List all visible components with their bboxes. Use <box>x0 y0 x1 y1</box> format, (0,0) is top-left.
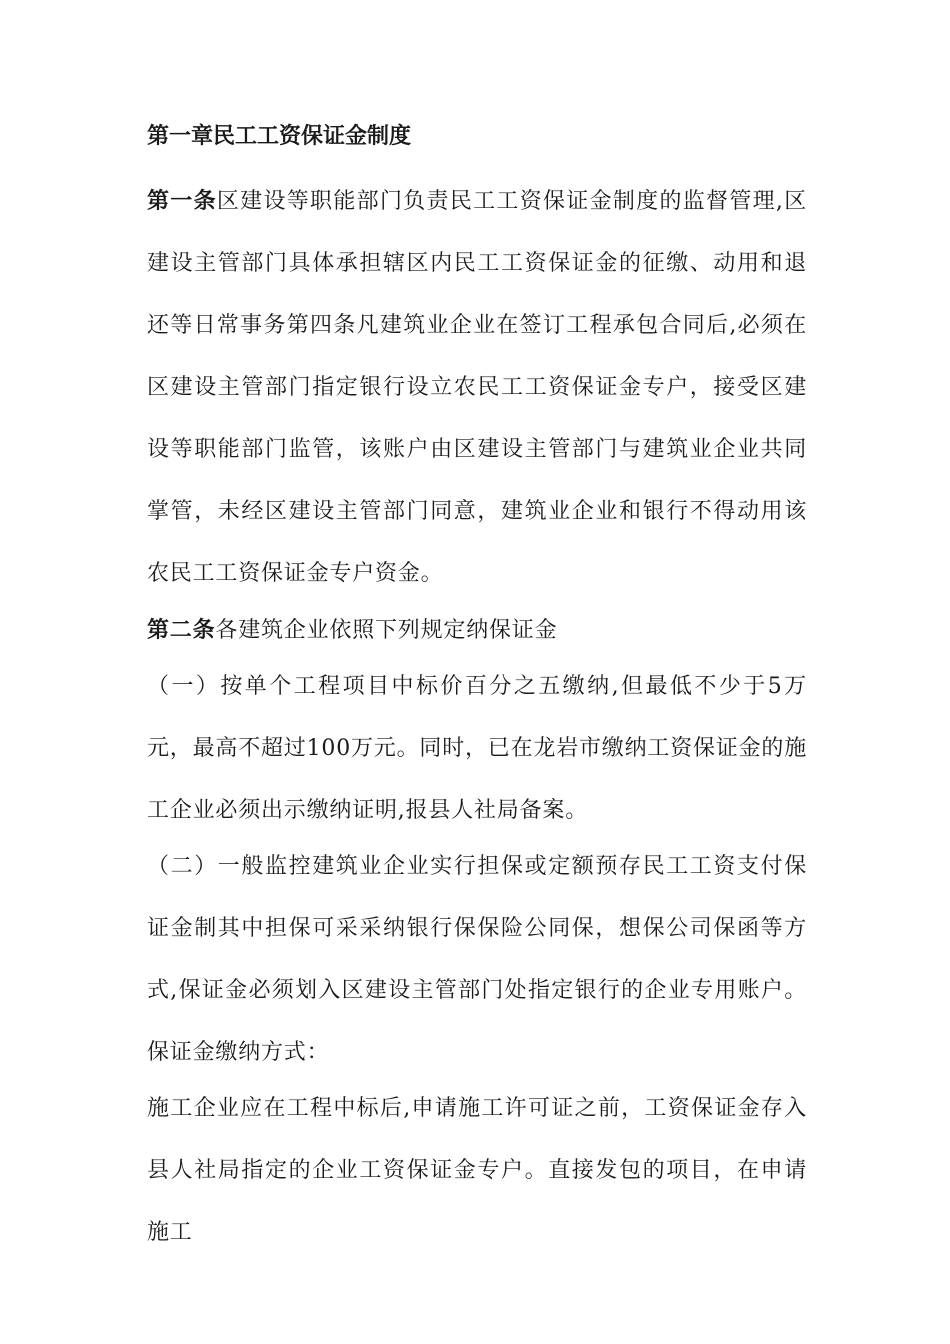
clause-text: （一）按单个工程项目中标价百分之五缴纳,但最低不少于5万元，最高不超过100万元。同时，已在龙岩市缴纳工资保证金的施工企业必须出示缴纳证明,报县人社局备案。 <box>147 674 807 823</box>
clause-1 <box>147 656 807 842</box>
clause-text: （二）一般监控建筑业企业实行担保或定额预存民工工资支付保证金制其中担保可采采纳银行保保险公同保，想保公司保函等方式,保证金必须划入区建设主管部门处指定银行的企业专用账户。保证金缴纳方式： <box>147 854 807 1065</box>
article-label: 第一条 <box>147 188 217 214</box>
document-body <box>147 114 807 1264</box>
clause-2 <box>147 836 807 1084</box>
article-label: 第二条 <box>147 617 216 643</box>
article-1 <box>147 170 807 605</box>
article-2 <box>147 599 807 662</box>
chapter-heading: 第一章民工工资保证金制度 <box>147 123 412 149</box>
body-paragraph <box>147 1078 807 1264</box>
article-text: 各建筑企业依照下列规定纳保证金 <box>215 618 558 643</box>
paragraph-text: 施工企业应在工程中标后,申请施工许可证之前，工资保证金存入县人社局指定的企业工资保证金专户。直接发包的项目，在申请施工 <box>147 1096 807 1245</box>
article-text: 区建设等职能部门负责民工工资保证金制度的监督管理,区建设主管部门具体承担辖区内民工工资保证金的征缴、动用和退还等日常事务第四条凡建筑业企业在签订工程承包合同后,必须在区建设主管部门指定银行设立农民工工资保证金专户，接受区建设等职能部门监管，该账户由区建设主管部门与建筑业企业共同掌管，未经区建设主管部门同意，建筑业企业和银行不得动用该农民工工资保证金专户资金。 <box>147 189 808 586</box>
